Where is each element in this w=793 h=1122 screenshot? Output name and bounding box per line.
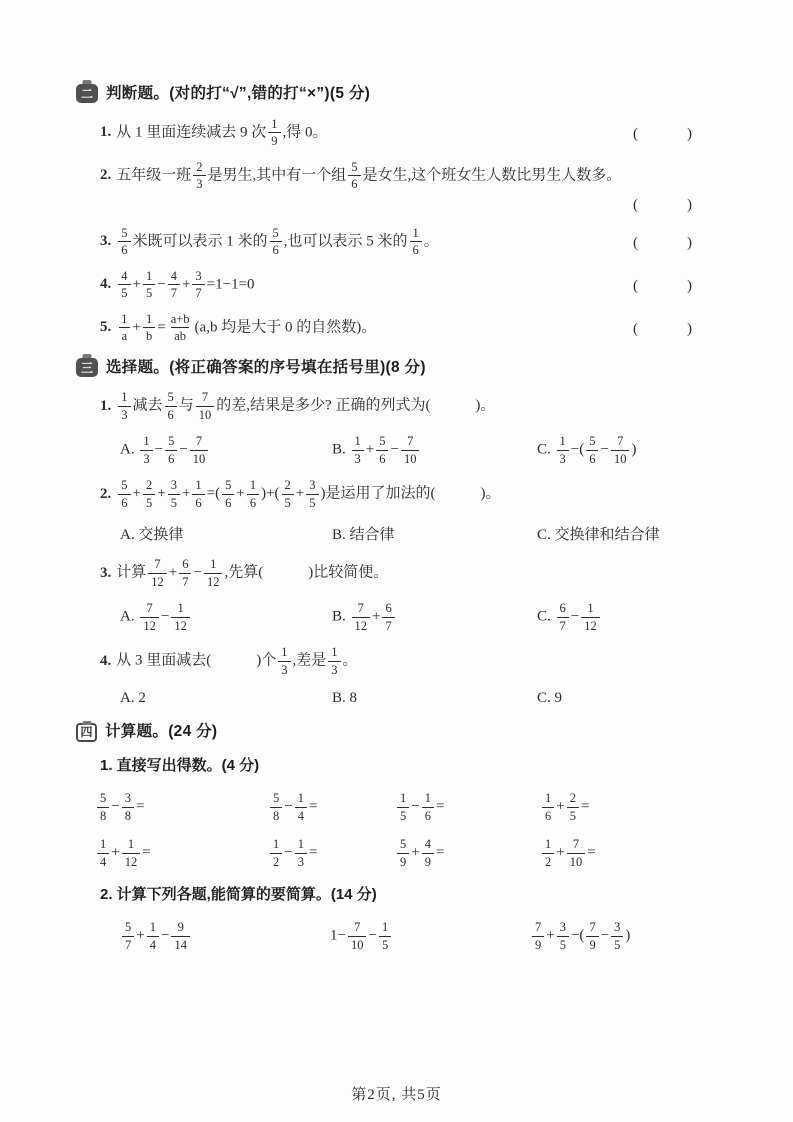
question-text: 五年级一班 $\frac{2}{3}$ 是男生,其中有一个组 $\frac{5}{6}$ 是女生,这个班女生人数比男生人数多。 [116, 159, 622, 192]
fraction: $\frac{5}{6}$ [586, 435, 598, 465]
fraction: $\frac{5}{6}$ [222, 479, 234, 509]
choice-options-row [120, 690, 693, 707]
calc-subsection-title: 2. 计算下列各题,能简算的要简算。(14 分) [100, 886, 377, 904]
fraction: $\frac{5}{9}$ [397, 838, 409, 868]
fraction: $\frac{7}{10}$ [196, 391, 215, 421]
fraction: $\frac{1}{4}$ [295, 792, 307, 822]
calc-expression: $\frac{5}{8}$ − $\frac{1}{4}$ = [268, 792, 395, 822]
question-number: 1. [100, 124, 112, 141]
fraction: $\frac{1}{2}$ [542, 838, 554, 868]
question-number: 3. [100, 233, 112, 250]
fraction: $\frac{5}{6}$ [348, 161, 360, 191]
fraction: $\frac{3}{5}$ [611, 921, 623, 951]
question-text: $\frac{1}{3}$ 减去 $\frac{5}{6}$ 与 $\frac{7}{10}$ 的差,结果是多少? 正确的列式为( )。 [116, 391, 693, 421]
fraction: $\frac{3}{8}$ [122, 792, 134, 822]
fraction: $\frac{1}{a}$ [118, 313, 130, 343]
choice-options-row [120, 435, 693, 465]
fraction: $\frac{5}{8}$ [270, 792, 282, 822]
fraction: $\frac{1}{5}$ [143, 270, 155, 300]
section-choice-title: 选择题。(将正确答案的序号填在括号里)(8 分) [106, 358, 426, 376]
question-number: 5. [100, 319, 112, 336]
option-b: B. $\frac{1}{3}$ + $\frac{5}{6}$ − $\frac{7}{10}$ [332, 435, 537, 465]
question-text: $\frac{1}{a}$ + $\frac{1}{b}$ = $\frac{a+b}{ab}$ (a,b 均是大于 0 的自然数)。 [116, 313, 621, 343]
fraction: $\frac{6}{7}$ [179, 558, 191, 588]
question-text: 从 1 里面连续减去 9 次 $\frac{1}{9}$ ,得 0。 [116, 116, 328, 149]
fraction: $\frac{3}{5}$ [557, 921, 569, 951]
choice-question-row [100, 479, 693, 509]
fraction: $\frac{1}{5}$ [379, 921, 391, 951]
section-calc-title: 计算题。(24 分) [105, 723, 218, 741]
option-a: A. 交换律 [120, 527, 184, 544]
question-number: 2. [100, 485, 112, 502]
fraction: $\frac{1}{12}$ [204, 558, 223, 588]
fraction: $\frac{6}{7}$ [557, 602, 569, 632]
fraction: $\frac{2}{5}$ [567, 792, 579, 822]
fraction: $\frac{1}{6}$ [410, 227, 422, 257]
calc-expression: $\frac{5}{9}$ + $\frac{4}{9}$ = [395, 838, 540, 868]
fraction: $\frac{5}{6}$ [165, 391, 177, 421]
question-text: 从 3 里面减去( )个 $\frac{1}{3}$ ,差是 $\frac{1}{3}$ 。 [116, 645, 358, 677]
fraction: $\frac{1}{3}$ [118, 391, 130, 421]
section-three-pouch-badge-icon: 三 [76, 358, 98, 377]
fraction: $\frac{5}{6}$ [165, 435, 177, 465]
fraction: $\frac{1}{3}$ [557, 435, 569, 465]
answer-brackets: ( ) [633, 196, 693, 213]
fraction: $\frac{1}{12}$ [122, 838, 141, 868]
fraction: $\frac{5}{6}$ [270, 227, 282, 257]
fraction: $\frac{1}{9}$ [268, 118, 280, 148]
section-judge [76, 83, 693, 343]
judge-question-row [100, 227, 693, 257]
option-c: C. $\frac{6}{7}$ − $\frac{1}{12}$ [537, 602, 693, 632]
answer-brackets: ( ) [633, 126, 693, 143]
fraction: $\frac{1}{3}$ [328, 646, 340, 676]
judge-question-row [100, 161, 693, 191]
fraction: $\frac{1}{6}$ [422, 792, 434, 822]
section-two-pouch-badge-icon: 二 [76, 84, 98, 103]
fraction: $\frac{a+b}{ab}$ [170, 311, 190, 344]
calc-expression: $\frac{1}{4}$ + $\frac{1}{12}$ = [95, 838, 268, 868]
answer-brackets: ( ) [633, 235, 693, 252]
fraction: $\frac{1}{3}$ [278, 646, 290, 676]
option-a: A. $\frac{1}{3}$ − $\frac{5}{6}$ − $\frac{7}{10}$ [120, 435, 332, 465]
fraction: $\frac{7}{12}$ [148, 558, 167, 588]
fraction: $\frac{4}{9}$ [422, 838, 434, 868]
fraction: $\frac{5}{6}$ [118, 227, 130, 257]
calc-expression: $\frac{1}{6}$ + $\frac{2}{5}$ = [540, 792, 693, 822]
choice-question-row [100, 391, 693, 421]
fraction: $\frac{3}{7}$ [192, 270, 204, 300]
calc-expression-row [95, 792, 693, 822]
fraction: $\frac{1}{2}$ [270, 838, 282, 868]
fraction: $\frac{1}{4}$ [147, 921, 159, 951]
fraction: $\frac{4}{5}$ [118, 270, 130, 300]
question-number: 3. [100, 564, 112, 581]
fraction: $\frac{1}{3}$ [295, 838, 307, 868]
fraction: $\frac{1}{5}$ [397, 792, 409, 822]
option-a: A. 2 [120, 690, 146, 707]
section-calc [76, 721, 693, 951]
option-b: B. 结合律 [332, 527, 395, 544]
fraction: $\frac{7}{9}$ [532, 921, 544, 951]
section-judge-header [76, 83, 693, 105]
fraction: $\frac{7}{12}$ [140, 602, 159, 632]
question-text: $\frac{5}{6}$ + $\frac{2}{5}$ + $\frac{3}{5}$ + $\frac{1}{6}$ =( $\frac{5}{6}$ + $\frac{1}{6}$ )+( $\frac{2}{5}$ + $\frac{3}{5}$ )是运用了加法的( )。 [116, 479, 693, 509]
choice-options-row [120, 602, 693, 632]
fraction: $\frac{1}{3}$ [352, 435, 364, 465]
choice-question-row [100, 646, 693, 676]
answer-brackets: ( ) [633, 278, 693, 295]
fraction: $\frac{1}{6}$ [542, 792, 554, 822]
fraction: $\frac{7}{10}$ [190, 435, 209, 465]
calc-expression: $\frac{5}{7}$ + $\frac{1}{4}$ − $\frac{9}{14}$ [120, 921, 330, 951]
question-text: $\frac{5}{6}$ 米既可以表示 1 米的 $\frac{5}{6}$ ,也可以表示 5 米的 $\frac{1}{6}$ 。 [116, 227, 621, 257]
option-b: B. 8 [332, 690, 358, 707]
fraction: $\frac{2}{3}$ [193, 161, 205, 191]
fraction: $\frac{3}{5}$ [168, 479, 180, 509]
option-c: C. 9 [537, 690, 563, 707]
fraction: $\frac{1}{b}$ [143, 313, 155, 343]
fraction: $\frac{5}{6}$ [376, 435, 388, 465]
choice-options-row [120, 523, 693, 544]
judge-question-row [100, 313, 693, 343]
fraction: $\frac{1}{12}$ [171, 602, 190, 632]
fraction: $\frac{5}{8}$ [97, 792, 109, 822]
option-a: A. $\frac{7}{12}$ − $\frac{1}{12}$ [120, 602, 332, 632]
section-choice [76, 357, 693, 708]
fraction: $\frac{7}{9}$ [586, 921, 598, 951]
fraction: $\frac{7}{10}$ [567, 838, 586, 868]
section-four-pouch-badge-icon: 四 [76, 723, 97, 742]
answer-brackets: ( ) [633, 321, 693, 338]
option-c: C. $\frac{1}{3}$ −( $\frac{5}{6}$ − $\frac{7}{10}$ ) [537, 434, 637, 466]
calc-expression: $\frac{1}{5}$ − $\frac{1}{6}$ = [395, 792, 540, 822]
fraction: $\frac{7}{10}$ [348, 921, 367, 951]
calc-expression: $\frac{1}{2}$ − $\frac{1}{3}$ = [268, 838, 395, 868]
fraction: $\frac{5}{6}$ [118, 479, 130, 509]
page-footer: 第2页, 共5页 [351, 1087, 442, 1103]
section-judge-title: 判断题。(对的打“√”,错的打“×”)(5 分) [106, 85, 371, 102]
section-choice-header [76, 357, 693, 379]
judge-question-row [100, 118, 693, 148]
question-number: 4. [100, 276, 112, 293]
fraction: $\frac{1}{6}$ [192, 479, 204, 509]
calc-expression-row [95, 838, 693, 868]
question-text: 计算 $\frac{7}{12}$ + $\frac{6}{7}$ − $\frac{1}{12}$ ,先算( )比较简便。 [116, 557, 389, 589]
fraction: $\frac{7}{10}$ [611, 435, 630, 465]
option-c: C. 交换律和结合律 [537, 527, 660, 544]
question-number: 1. [100, 397, 112, 414]
fraction: $\frac{6}{7}$ [382, 602, 394, 632]
fraction: $\frac{7}{10}$ [401, 435, 420, 465]
calc-expression: $\frac{1}{2}$ + $\frac{7}{10}$ = [540, 838, 693, 868]
fraction: $\frac{4}{7}$ [168, 270, 180, 300]
calc-expression: $\frac{5}{8}$ − $\frac{3}{8}$ = [95, 792, 268, 822]
fraction: $\frac{2}{5}$ [143, 479, 155, 509]
choice-question-row [100, 558, 693, 588]
fraction: $\frac{5}{7}$ [122, 921, 134, 951]
question-number: 2. [100, 167, 112, 184]
calc-expression: $\frac{7}{9}$ + $\frac{3}{5}$ −( $\frac{7}{9}$ − $\frac{3}{5}$ ) [530, 921, 693, 951]
fraction: $\frac{2}{5}$ [282, 479, 294, 509]
fraction: $\frac{9}{14}$ [171, 921, 190, 951]
judge-question-row [100, 270, 693, 300]
option-b: B. $\frac{7}{12}$ + $\frac{6}{7}$ [332, 602, 537, 632]
calc-expression-row [120, 921, 693, 951]
fraction: $\frac{7}{12}$ [352, 602, 371, 632]
fraction: $\frac{1}{6}$ [247, 479, 259, 509]
calc-expression: 1− $\frac{7}{10}$ − $\frac{1}{5}$ [330, 921, 530, 951]
question-text: $\frac{4}{5}$ + $\frac{1}{5}$ − $\frac{4}{7}$ + $\frac{3}{7}$ =1−1=0 [116, 270, 621, 300]
section-calc-header [76, 721, 693, 743]
fraction: $\frac{1}{4}$ [97, 838, 109, 868]
calc-subsection-title: 1. 直接写出得数。(4 分) [100, 757, 260, 775]
fraction: $\frac{3}{5}$ [306, 479, 318, 509]
fraction: $\frac{1}{12}$ [581, 602, 600, 632]
fraction: $\frac{1}{3}$ [140, 435, 152, 465]
question-number: 4. [100, 652, 112, 669]
